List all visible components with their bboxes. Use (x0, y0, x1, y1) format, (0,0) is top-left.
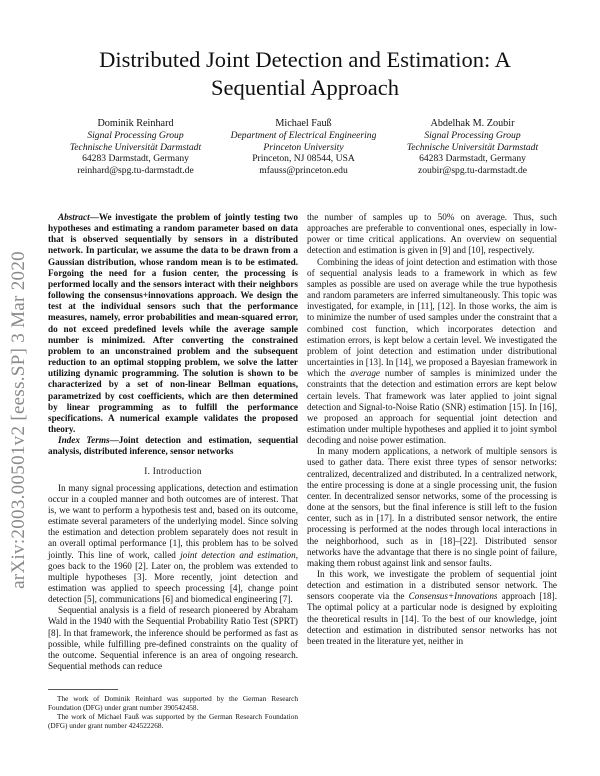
index-terms-text: —Joint detection and estimation, sequential analysis, distributed inference, sensor networks (48, 435, 298, 457)
author-2 (216, 118, 391, 177)
footnotes (48, 694, 298, 730)
intro-paragraph-1 (48, 483, 298, 606)
abstract-label: Abstract (58, 212, 90, 222)
right-paragraph-3: In many modern applications, a network of multiple sensors is used to gather data. There exist three types of sensor networks: centralized, decentralized and distributed. In a centralized network, the entire processing is done at a single processing unit, the fusion center. In decentralized sensor networks, some of the processing is done at the sensors, but the final inference is still left to the fusion center, such as in [17]. In a distributed sensor network, the entire processing is performed at the nodes through local interactions in the neighborhood, such as in [18]–[22]. Distributed sensor networks have the advantage that there is no single point of failure, making them robust against link and sensor faults. (307, 446, 557, 568)
text-run: approach [18]. The optimal policy at a particular node is designed by exploiting the theoretical results in [14]. To the best of our knowledge, joint detection and estimation in distributed sensor networks has not been treated in the literature yet, neither in (307, 591, 557, 646)
text-run: Combining the ideas of joint detection and estimation with those of sequential analysis leads to a framework in which as few samples as possible are used on average while the true hypothesis and random parameters are inferred simultaneously. This topic was investigated, for example, in [11], [12]. In those works, the aim is to minimize the number of used samples under the constraint that a combined cost function, which incorporates detection and estimation errors, is kept below a certain level. We investigated the problem of joint detection and estimation under distributional uncertainties in [13]. In [14], we proposed a Bayesian framework in which the (307, 256, 557, 379)
text-run: In this work, we investigate the problem of sequential joint detection and estimation in a distributed sensor network. The sensors cooperate via the (307, 569, 557, 602)
author-block (48, 118, 560, 180)
right-column (307, 212, 557, 647)
section-heading-introduction: I. Introduction (144, 466, 202, 477)
author-email[interactable]: zoubir@spg.tu-darmstadt.de (417, 165, 527, 177)
author-department: Signal Processing Group (87, 129, 184, 141)
title-line-2: Sequential Approach (210, 75, 400, 100)
author-name: Abdelhak M. Zoubir (430, 118, 515, 129)
emphasis: average (350, 368, 381, 379)
author-address: Princeton, NJ 08544, USA (252, 153, 355, 165)
author-3 (385, 118, 560, 177)
index-terms-label: Index Terms (58, 435, 110, 446)
author-name: Michael Fauß (275, 118, 332, 129)
right-paragraph-4 (307, 569, 557, 647)
arxiv-id-text: arXiv:2003.00501v2 [eess.SP] 3 Mar 2020 (8, 251, 29, 589)
emphasis: Consensus+Innovations (408, 591, 498, 602)
emphasis: joint detection and estimation (180, 549, 296, 560)
text-run: In many signal processing applications, detection and estimation occur in a coupled manner and both outcomes are of interest. That is, we want to perform a hypothesis test and, based on its outcome, estimate several parameters of the underlying model. Since solving the estimation and detection problem separately does not result in an overall optimal performance [1], this problem has to be solved jointly. This line of work, called (48, 482, 298, 560)
abstract-text: —We investigate the problem of jointly testing two hypotheses and estimating a random parameter based on data that is observed sequentially by sensors in a distributed network. In particular, we assume the data to be drawn from a Gaussian distribution, whose random mean is to be estimated. Forgoing the need for a fusion center, the processing is performed locally and the sensors interact with their neighbors following the consensus+innovations approach. We design the test at the individual sensors such that the performance measures, namely, error probabilities and mean-squared error, do not exceed predefined levels while the average sample number is minimized. After converting the constrained problem to an unconstrained problem and the subsequent reduction to an optimal stopping problem, we solve the latter utilizing dynamic programming. The solution is shown to be characterized by a set of non-linear Bellman equations, parametrized by cost coefficients, which are then determined by linear programming as to fulfill the performance specifications. A numerical example validates the proposed theory. (48, 212, 298, 434)
author-institution: Technische Universität Darmstadt (406, 141, 539, 153)
author-department: Department of Electrical Engineering (230, 129, 377, 141)
right-paragraph-2 (307, 257, 557, 447)
footnote-rule (48, 689, 118, 690)
footnote-2: The work of Michael Fauß was supported by the German Research Foundation (DFG) under grant number 424522268. (48, 712, 298, 730)
author-name: Dominik Reinhard (97, 118, 174, 129)
author-institution: Technische Universität Darmstadt (69, 141, 202, 153)
author-address: 64283 Darmstadt, Germany (82, 153, 189, 165)
author-1 (48, 118, 223, 177)
abstract (48, 212, 298, 435)
author-department: Signal Processing Group (424, 129, 521, 141)
author-email[interactable]: reinhard@spg.tu-darmstadt.de (77, 165, 194, 177)
intro-paragraph-2: Sequential analysis is a field of research pioneered by Abraham Wald in the 1940 with the Sequential Probability Ratio Test (SPRT) [8]. In that framework, the inference should be performed as fast as possible, while fulfilling pre-defined constraints on the quality of the outcome. Sequential inference is an area of ongoing research. Sequential methods can reduce (48, 605, 298, 672)
right-paragraph-1: the number of samples up to 50% on average. Thus, such approaches are preferable to conventional ones, especially in low-power or time critical applications. An overview on sequential detection and estimation is given in [9] and [10], respectively. (307, 212, 557, 256)
left-column (48, 212, 298, 672)
author-address: 64283 Darmstadt, Germany (419, 153, 526, 165)
paper-title (50, 46, 560, 102)
author-institution: Princeton University (263, 141, 344, 153)
text-run: number of samples is minimized under the constraints that the detection and estimation errors are kept below certain levels. That framework was later applied to joint signal detection and Signal-to-Noise Ratio (SNR) estimation [15]. In [16], we proposed an approach for sequential joint detection and estimation under multiple hypotheses and applied it to joint symbol decoding and noise power estimation. (307, 368, 557, 446)
arxiv-identifier (6, 200, 32, 640)
title-line-1: Distributed Joint Detection and Estimation: A (99, 47, 511, 72)
author-email[interactable]: mfauss@princeton.edu (259, 165, 348, 177)
text-run: , goes back to the 1960 [2]. Later on, the problem was extended to multiple hypotheses [3]. More recently, joint detection and estimation was applied to speech processing [4], change point detection [5], communications [6] and biomedical engineering [7]. (48, 549, 298, 605)
index-terms (48, 435, 298, 457)
footnote-1: The work of Dominik Reinhard was supported by the German Research Foundation (DFG) under grant number 390542458. (48, 694, 298, 712)
